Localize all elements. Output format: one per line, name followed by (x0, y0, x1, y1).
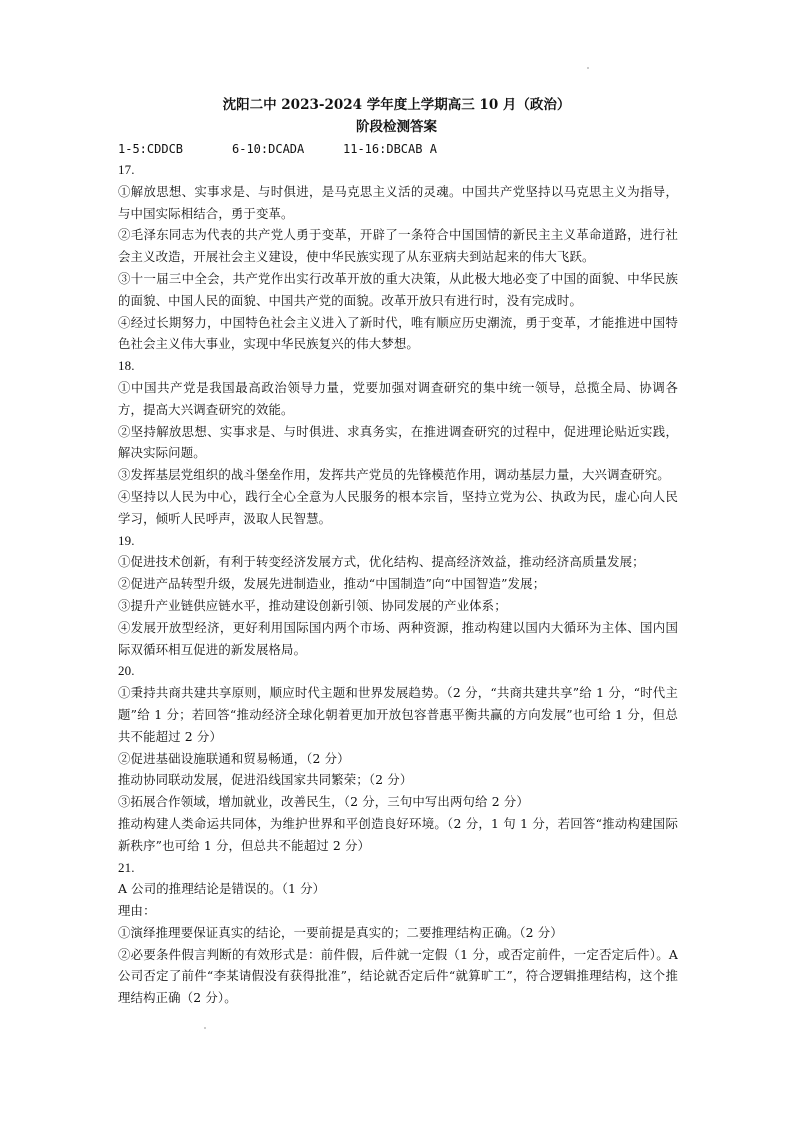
answer-point: ②坚持解放思想、实事求是、与时俱进、求真务实，在推进调查研究的过程中，促进理论贴近实践，解决实际问题。 (118, 423, 678, 461)
answer-point: ②促进产品转型升级，发展先进制造业，推动“中国制造”向“中国智造”发展； (118, 576, 546, 592)
question-20-section (118, 660, 678, 856)
answer-point: ③发挥基层党组织的战斗堡垒作用，发挥共产党员的先锋模范作用，调动基层力量，大兴调查研究。 (118, 467, 670, 483)
question-19-section (118, 530, 678, 661)
answer-point: ②必要条件假言判断的有效形式是：前件假，后件就一定假（1 分，或否定前件，一定否定后件）。A 公司否定了前件“李某请假没有获得批准”，结论就否定后件“就算旷工”，符合逻辑推理结构，这个推理结构正确（2 分）。 (118, 946, 678, 1006)
question-number: 21. (118, 859, 135, 875)
answer-point: ④经过长期努力，中国特色社会主义进入了新时代，唯有顺应历史潮流，勇于变革，才能推进中国特色社会主义伟大事业，实现中华民族复兴的伟大梦想。 (118, 314, 678, 352)
answer-point: ①秉持共商共建共享原则，顺应时代主题和世界发展趋势。（2 分，“共商共建共享”给 1 分，“时代主题”给 1 分；若回答“推动经济全球化朝着更加开放包容普惠平衡共赢的方向发展”也可给 1 分，但总共不能超过 2 分） (118, 685, 678, 744)
answer-content (118, 159, 678, 1009)
answer-point: ①中国共产党是我国最高政治领导力量，党要加强对调查研究的集中统一领导，总揽全局、协调各方，提高大兴调查研究的效能。 (118, 379, 678, 417)
answer-point: ④坚持以人民为中心，践行全心全意为人民服务的根本宗旨，坚持立党为公、执政为民，虚心向人民学习，倾听人民呼声，汲取人民智慧。 (118, 488, 678, 526)
answer-point: ①演绎推理要保证真实的结论，一要前提是真实的；二要推理结构正确。（2 分） (118, 924, 563, 940)
answer-point: ①解放思想、实事求是、与时俱进，是马克思主义活的灵魂。中国共产党坚持以马克思主义为指导，与中国实际相结合，勇于变革。 (118, 183, 678, 221)
question-number: 18. (118, 358, 135, 374)
answer-point: 理由： (118, 903, 156, 919)
question-number: 19. (118, 532, 135, 548)
answer-point: 推动构建人类命运共同体，为维护世界和平创造良好环境。（2 分，1 句 1 分，若回答“推动构建国际新秩序”也可给 1 分，但总共不能超过 2 分） (118, 815, 678, 853)
question-number: 17. (118, 162, 135, 177)
question-17-section (118, 159, 678, 355)
answer-point: ③提升产业链供应链水平，推动建设创新引领、协同发展的产业体系； (118, 597, 507, 613)
answer-point: ①促进技术创新，有利于转变经济发展方式，优化结构、提高经济效益，推动经济高质量发展； (118, 554, 645, 570)
answer-point: ②促进基础设施联通和贸易畅通，（2 分） (118, 750, 350, 766)
question-number: 20. (118, 663, 135, 679)
answer-point: ③十一届三中全会，共产党作出实行改革开放的重大决策，从此极大地必变了中国的面貌、中华民族的面貌、中国人民的面貌、中国共产党的面貌。改革开放只有进行时，没有完成时。 (118, 270, 678, 308)
answer-point: ③拓展合作领域，增加就业，改善民生，（2 分，三句中写出两句给 2 分） (118, 794, 529, 810)
answer-point: ②毛泽东同志为代表的共产党人勇于变革，开辟了一条符合中国国情的新民主主义革命道路，进行社会主义改造，开展社会主义建设，使中华民族实现了从东亚病夫到站起来的伟大飞跃。 (118, 227, 678, 265)
document-subtitle: 阶段检测答案 (356, 119, 437, 135)
question-21-section (118, 857, 678, 1010)
choice-answers-11-16: 11-16:DBCAB A (343, 142, 437, 156)
question-18-section (118, 355, 678, 529)
answer-point: ④发展开放型经济，更好利用国际国内两个市场、两种资源，推动构建以国内大循环为主体、国内国际双循环相互促进的新发展格局。 (118, 619, 678, 657)
choice-answers-6-10: 6-10:DCADA (232, 142, 305, 156)
document-title: 沈阳二中 2023-2024 学年度上学期高三 10 月（政治） (222, 97, 571, 113)
answer-point: A 公司的推理结论是错误的。（1 分） (118, 881, 326, 897)
scan-speck (587, 67, 589, 69)
scan-speck (204, 1027, 206, 1029)
choice-answers-1-5: 1-5:CDDCB (118, 142, 184, 156)
answer-point: 推动协同联动发展，促进沿线国家共同繁荣；（2 分） (118, 772, 413, 788)
